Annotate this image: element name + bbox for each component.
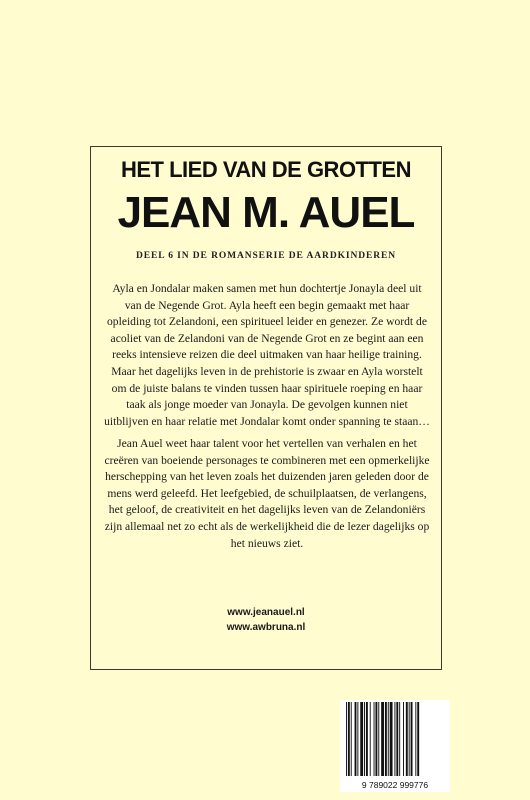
barcode-bar <box>411 702 413 776</box>
barcode-bar <box>409 702 410 776</box>
barcode-bar <box>417 702 419 776</box>
series-subtitle: DEEL 6 IN DE ROMANSERIE DE AARDKINDEREN <box>136 251 396 261</box>
barcode <box>340 700 450 792</box>
barcode-bar <box>360 702 363 776</box>
barcode-bar <box>381 702 384 776</box>
barcode-bar <box>406 702 408 776</box>
back-cover-panel <box>90 146 442 670</box>
barcode-bar <box>346 702 347 776</box>
barcode-bar <box>374 702 375 776</box>
blurb-paragraph-2: Jean Auel weet haar talent voor het vertellen van verhalen en het creëren van boeiende personages te combineren met een opmerkelijke herschepping van het leven zoals het duizenden jaren geleden door de mens werd geleefd. Het leefgebied, de schuilplaatsen, de verlangens, het geloof, de creativiteit en het dagelijks leven van de Zelandoniërs zijn allemaal net zo echt als de werkelijkheid die de lezer dagelijks op het nieuws ziet. <box>104 437 430 550</box>
barcode-bar <box>364 702 365 776</box>
website-link-jeanauel: www.jeanauel.nl <box>227 607 305 618</box>
barcode-bar <box>375 702 377 776</box>
barcode-bar <box>415 702 416 776</box>
barcode-bar <box>370 702 371 776</box>
author-name: JEAN M. AUEL <box>117 188 415 237</box>
blurb-paragraph-1: Ayla en Jondalar maken samen met hun dochtertje Jonayla deel uit van de Negende Grot. Ayla heeft een begin gemaakt met haar opleiding tot Zelandoni, een spiritueel leider en genezer. Ze wordt de acoliet van de Zelandoni van de Negende Grot en ze begint aan een reeks intensieve reizen die deel uitmaken van haar heilige training. Maar het dagelijks leven in de prehistorie is zwaar en Ayla worstelt om de juiste balans te vinden tussen haar spirituele roeping en haar taak als jonge moeder van Jonayla. De gevolgen kunnen niet uitblijven en haar relatie met Jondalar komt onder spanning te staan… <box>104 282 430 428</box>
barcode-bar <box>388 702 389 776</box>
website-link-awbruna: www.awbruna.nl <box>226 622 306 633</box>
barcode-bar <box>348 702 350 776</box>
book-title: HET LIED VAN DE GROTTEN <box>121 157 411 182</box>
barcode-number: 9 789022 999776 <box>361 780 429 790</box>
barcode-bar <box>366 702 368 776</box>
barcode-bar <box>399 702 400 776</box>
barcode-bar <box>357 702 358 776</box>
barcode-bar <box>351 702 352 776</box>
barcode-bar <box>390 702 393 776</box>
barcode-graphic <box>344 700 446 792</box>
website-links <box>91 605 441 635</box>
barcode-bar <box>385 702 387 776</box>
barcode-bar <box>403 702 404 776</box>
barcode-bar <box>378 702 379 776</box>
barcode-bar <box>355 702 357 776</box>
barcode-bar <box>396 702 398 776</box>
barcode-bar <box>394 702 395 776</box>
